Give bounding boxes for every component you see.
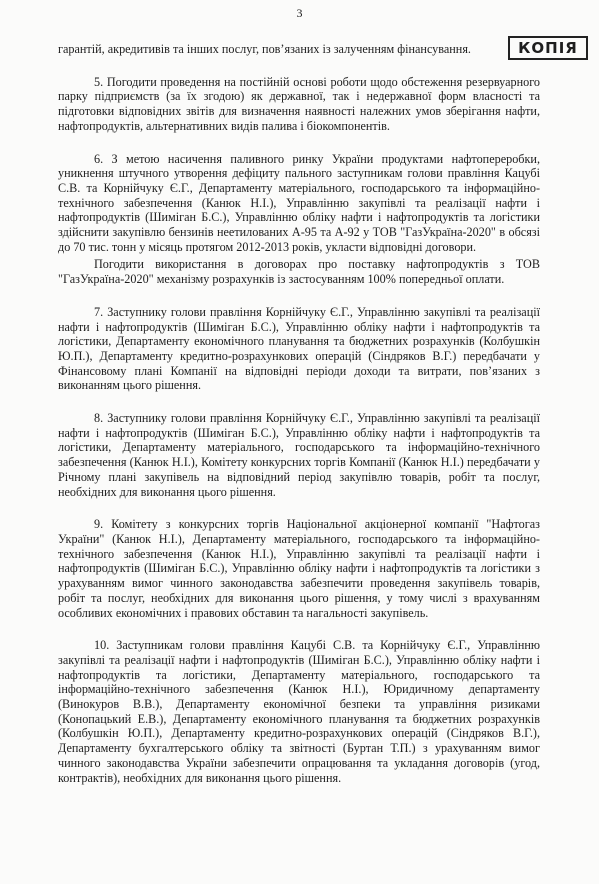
paragraph-item-8: 8. Заступнику голови правління Корнійчуку Є.Г., Управлінню закупівлі та реалізації нафти і нафтопродуктів (Шиміган Б.С.), Управлінню обліку нафти і нафтопродуктів та логістики, Департаменту матеріального, господарського та інформаційно-технічного забезпечення (Канюк Н.І.), Комітету конкурсних торгів Компанії (Канюк Н.І.) передбачати у Річному плані закупівель на відповідний період закупівлю товарів, робіт та послуг, необхідних для виконання цього рішення. [58, 411, 540, 499]
paragraph-item-10: 10. Заступникам голови правління Кацубі С.В. та Корнійчуку Є.Г., Управлінню закупівлі та реалізації нафти і нафтопродуктів (Шиміган Б.С.), Управлінню обліку нафти і нафтопродуктів та логістики, Департаменту матеріального, господарського та інформаційно-технічного забезпечення (Канюк Н.І.), Юридичному департаменту (Винокуров В.В.), Департаменту економічної безпеки та управління ризиками (Конопацький Е.В.), Департаменту економічного планування та бюджетних розрахунків (Колбушкін Ю.П.), Департаменту кредитно-розрахункових операцій (Сіндряков В.Г.), Департаменту бухгалтерського обліку та звітності (Буртан Т.П.) з урахуванням вимог чинного законодавства України забезпечити опрацювання та укладання договорів (угод, контрактів), необхідних для виконання цього рішення. [58, 638, 540, 785]
paragraph-item-6: 6. З метою насичення паливного ринку України продуктами нафтопереробки, уникнення штучного утворення дефіциту пального заступникам голови правління Кацубі С.В. та Корнійчуку Є.Г., Департаменту матеріального, господарського та інформаційно-технічного забезпечення (Канюк Н.І.), Управлінню закупівлі та реалізації нафти і нафтопродуктів (Шиміган Б.С.), Управлінню обліку нафти і нафтопродуктів та логістики здійснити закупівлю бензинів неетилованих А-95 та А-92 у ТОВ "ГазУкраїна-2020" в обсязі до 70 тис. тонн у місяць протягом 2012-2013 років, укласти відповідні договори. [58, 151, 540, 254]
page-number: 3 [296, 6, 303, 20]
paragraph-continuation: гарантій, акредитивів та інших послуг, пов’язаних із залученням фінансування. [58, 42, 471, 56]
paragraph-item-6-payment: Погодити використання в договорах про поставку нафтопродуктів з ТОВ "ГазУкраїна-2020" механізму розрахунків із застосуванням 100% попередньої оплати. [58, 257, 540, 287]
paragraph-item-5: 5. Погодити проведення на постійній основі роботи щодо обстеження резервуарного парку підприємств (за їх згодою) як державної, так і недержавної форм власності та підготовки відповідних звітів для визначення наявності належних умов зберігання нафти, нафтопродуктів, альтернативних видів палива і біокомпонентів. [58, 74, 540, 133]
paragraph-item-9: 9. Комітету з конкурсних торгів Національної акціонерної компанії "Нафтогаз України" (Канюк Н.І.), Департаменту матеріального, господарського та інформаційно-технічного забезпечення (Канюк Н.І.), Управлінню закупівлі та реалізації нафти і нафтопродуктів (Шиміган Б.С.), Управлінню обліку нафти і нафтопродуктів та логістики з урахуванням вимог чинного законодавства забезпечити проведення закупівель товарів, робіт та послуг, необхідних для виконання цього рішення, у тому числі з врахуванням особливих економічних і правових обставин та нагальності закупівель. [58, 517, 540, 620]
copy-stamp: КОПІЯ [508, 36, 588, 60]
paragraph-item-7: 7. Заступнику голови правління Корнійчуку Є.Г., Управлінню закупівлі та реалізації нафти і нафтопродуктів (Шиміган Б.С.), Управлінню обліку нафти і нафтопродуктів та логістики, Департаменту економічного планування та бюджетних розрахунків (Колбушкін Ю.П.), Департаменту кредитно-розрахункових операцій (Сіндряков В.Г.) передбачати у Фінансовому плані Компанії на відповідні періоди доходи та витрати, пов’язаних з виконанням цього рішення. [58, 304, 540, 393]
document-body [58, 42, 540, 785]
